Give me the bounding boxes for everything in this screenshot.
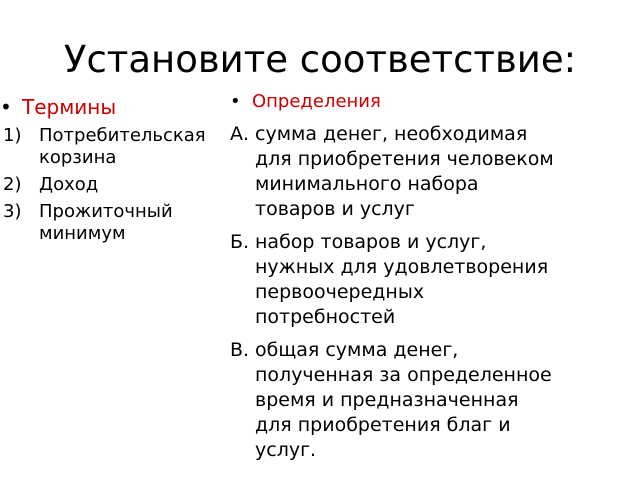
definition-item-v — [230, 338, 635, 463]
term-item-1 — [0, 125, 232, 169]
term-text-line: Доход — [39, 174, 99, 195]
definition-letter: Б. — [230, 231, 250, 253]
term-number: 2) — [3, 174, 22, 195]
definition-text-line: услуг. — [255, 439, 317, 461]
definition-text-line: сумма денег, необходимая — [255, 123, 528, 145]
term-number: 1) — [3, 125, 22, 146]
definition-text-line: полученная за определенное — [255, 364, 552, 386]
definition-text-line: нужных для удовлетворения — [255, 256, 549, 278]
slide-title: Установите соответствие: — [63, 38, 577, 81]
definition-text-line: минимального набора — [255, 173, 479, 195]
definition-text-line: первоочередных — [255, 281, 425, 303]
term-text-line: минимум — [39, 223, 126, 244]
definition-text-line: потребностей — [255, 306, 396, 328]
definition-letter: В. — [230, 339, 250, 361]
definitions-heading-text: Определения — [252, 91, 381, 112]
term-text-line: корзина — [39, 147, 117, 168]
bullet-icon: • — [0, 95, 12, 119]
definitions-column — [230, 90, 635, 463]
definition-letter: А. — [230, 123, 250, 145]
definition-item-b — [230, 230, 635, 330]
definition-item-a — [230, 122, 635, 222]
definition-text-line: товаров и услуг — [255, 198, 415, 220]
term-text-line: Прожиточный — [39, 201, 173, 222]
definition-text-line: набор товаров и услуг, — [255, 231, 487, 253]
terms-heading — [0, 94, 232, 120]
definitions-heading — [230, 90, 635, 114]
term-number: 3) — [3, 201, 22, 222]
term-item-3 — [0, 201, 232, 245]
bullet-icon: • — [230, 91, 241, 112]
definition-text-line: для приобретения человеком — [255, 148, 554, 170]
terms-column — [0, 90, 232, 245]
term-text-line: Потребительская — [39, 125, 206, 146]
definition-text-line: общая сумма денег, — [255, 339, 459, 361]
terms-heading-text: Термины — [22, 95, 117, 119]
term-item-2 — [0, 174, 232, 196]
definition-text-line: для приобретения благ и — [255, 414, 511, 436]
definition-text-line: время и предназначенная — [255, 389, 519, 411]
